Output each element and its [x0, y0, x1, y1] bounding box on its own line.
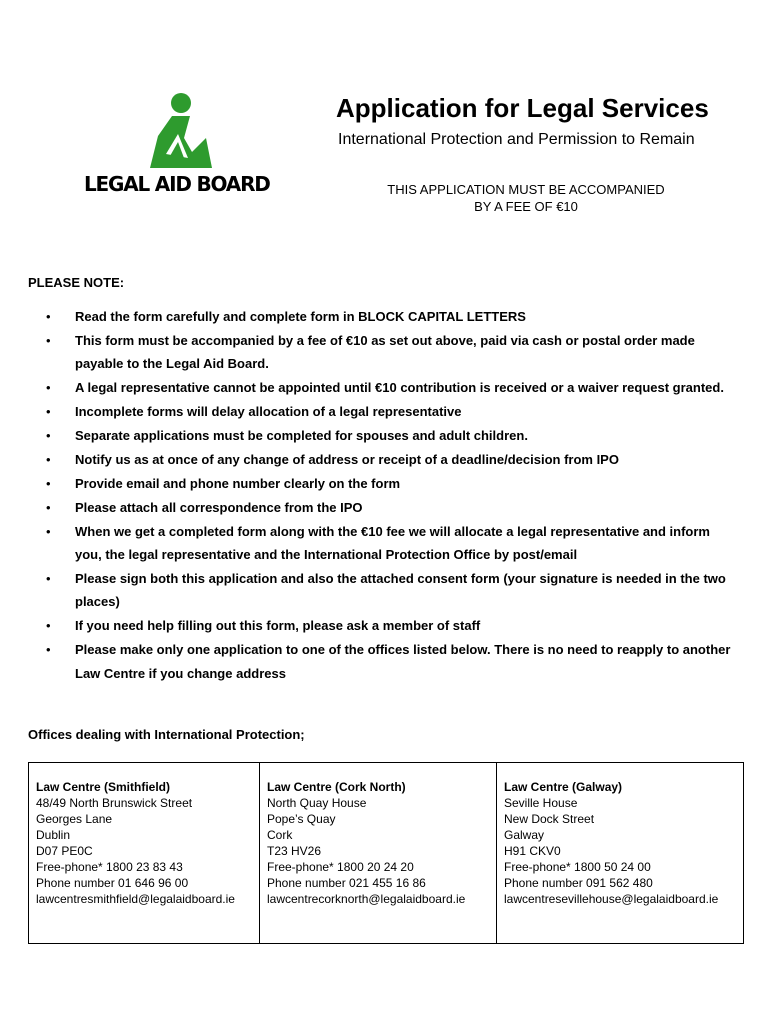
office-address-line: Georges Lane: [36, 812, 113, 826]
list-item: [46, 448, 736, 471]
offices-table: [28, 762, 744, 944]
bullet-icon: •: [46, 332, 51, 348]
office-address-line: Pope’s Quay: [267, 812, 336, 826]
bullet-icon: •: [46, 523, 51, 539]
office-email: lawcentresmithfield@legalaidboard.ie: [36, 892, 235, 906]
note-text: Provide email and phone number clearly on the form: [75, 475, 401, 491]
note-text: Notify us as at once of any change of address or receipt of a deadline/decision from IPO: [75, 451, 619, 467]
list-item: [46, 424, 736, 447]
list-item: [46, 376, 736, 399]
note-text: This form must be accompanied by a fee of €10 as set out above, paid via cash or postal order made payable to the Legal Aid Board.: [75, 332, 695, 372]
office-cork-north: [259, 763, 496, 943]
office-address-line: D07 PE0C: [36, 844, 93, 858]
list-item: [46, 305, 736, 328]
list-item: [46, 329, 736, 376]
bullet-icon: •: [46, 475, 51, 491]
bullet-icon: •: [46, 380, 51, 396]
list-item: [46, 472, 736, 495]
fee-notice-line-1: THIS APPLICATION MUST BE ACCOMPANIED: [387, 182, 665, 197]
office-address-line: New Dock Street: [504, 812, 595, 826]
bullet-icon: •: [46, 642, 51, 658]
office-email: lawcentresevillehouse@legalaidboard.ie: [504, 892, 719, 906]
fee-notice: [356, 181, 696, 215]
note-text: Read the form carefully and complete form in BLOCK CAPITAL LETTERS: [75, 309, 526, 324]
office-address-line: Galway: [504, 828, 545, 842]
offices-heading: Offices dealing with International Protection;: [28, 727, 305, 742]
office-email: lawcentrecorknorth@legalaidboard.ie: [267, 892, 466, 906]
office-address-line: North Quay House: [267, 796, 367, 810]
list-item: [46, 400, 736, 423]
office-address-line: T23 HV26: [267, 844, 322, 858]
list-item: [46, 496, 736, 519]
notes-list: [46, 305, 736, 686]
office-freephone: Free-phone* 1800 23 83 43: [36, 860, 183, 874]
office-address-line: H91 CKV0: [504, 844, 561, 858]
note-text: A legal representative cannot be appointed until €10 contribution is received or a waiver request granted.: [75, 380, 724, 396]
office-smithfield: [29, 763, 259, 943]
bullet-icon: •: [46, 618, 51, 634]
office-name: Law Centre (Galway): [504, 780, 623, 794]
bullet-icon: •: [46, 570, 51, 586]
list-item: [46, 567, 736, 614]
bullet-icon: •: [46, 309, 51, 324]
bullet-icon: •: [46, 428, 51, 444]
fee-notice-line-2: BY A FEE OF €10: [474, 199, 578, 214]
list-item: [46, 614, 736, 637]
office-address-line: Cork: [267, 828, 293, 842]
list-item: [46, 520, 736, 567]
office-address-line: Seville House: [504, 796, 578, 810]
logo-text: LEGAL AID BOARD: [84, 172, 270, 196]
office-name: Law Centre (Smithfield): [36, 780, 171, 794]
note-text: Separate applications must be completed for spouses and adult children.: [75, 428, 528, 444]
office-address-line: 48/49 North Brunswick Street: [36, 796, 193, 810]
note-text: When we get a completed form along with the €10 fee we will allocate a legal representative and inform you, the legal representative and the International Protection Office by post/email: [75, 523, 710, 563]
please-note-heading: PLEASE NOTE:: [28, 275, 125, 290]
office-freephone: Free-phone* 1800 50 24 00: [504, 860, 651, 874]
note-text: Please attach all correspondence from the IPO: [75, 499, 363, 515]
office-galway: [496, 763, 743, 943]
office-phone: Phone number 021 455 16 86: [267, 876, 426, 890]
page-title: Application for Legal Services: [336, 93, 709, 123]
legal-aid-board-emblem-icon: [148, 92, 214, 174]
legal-aid-board-logo: [80, 92, 280, 202]
bullet-icon: •: [46, 404, 51, 420]
office-phone: Phone number 01 646 96 00: [36, 876, 189, 890]
page-subtitle: International Protection and Permission to Remain: [338, 131, 695, 148]
office-freephone: Free-phone* 1800 20 24 20: [267, 860, 414, 874]
office-address-line: Dublin: [36, 828, 71, 842]
office-name: Law Centre (Cork North): [267, 780, 406, 794]
bullet-icon: •: [46, 499, 51, 515]
office-phone: Phone number 091 562 480: [504, 876, 653, 890]
list-item: [46, 638, 736, 685]
note-text: Please make only one application to one of the offices listed below. There is no need to reapply to another Law Centre if you change address: [75, 642, 731, 681]
note-text: If you need help filling out this form, please ask a member of staff: [75, 618, 481, 634]
note-text: Incomplete forms will delay allocation of a legal representative: [75, 404, 462, 420]
bullet-icon: •: [46, 451, 51, 467]
note-text: Please sign both this application and also the attached consent form (your signature is needed in the two places): [75, 570, 726, 610]
